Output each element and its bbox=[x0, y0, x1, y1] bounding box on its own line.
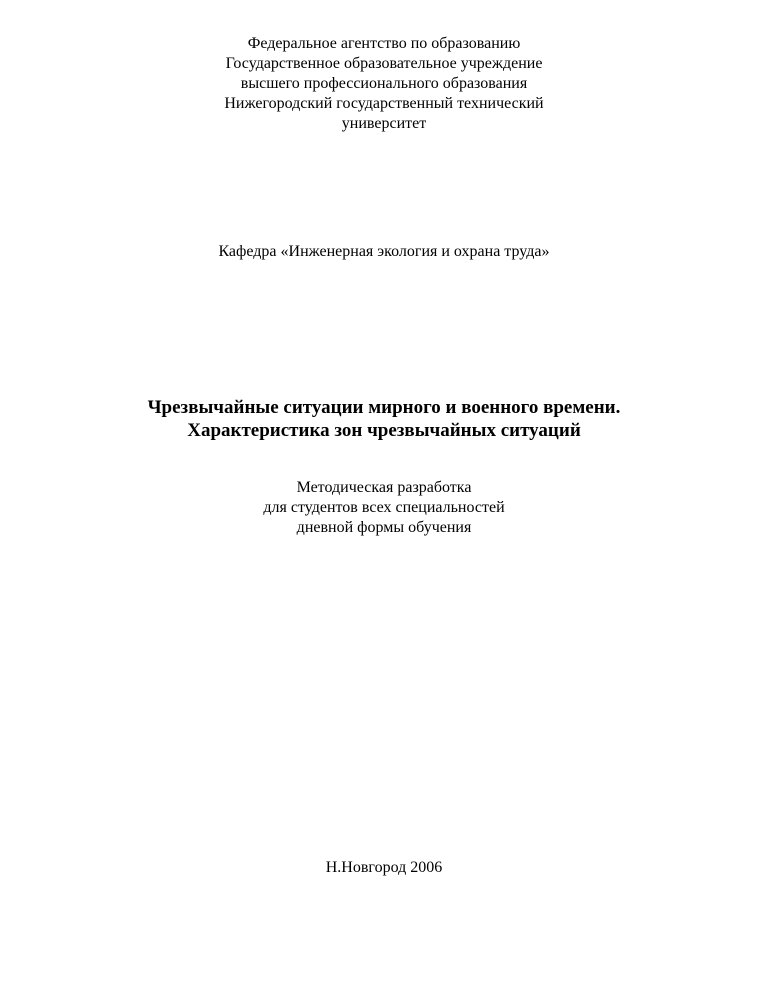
department-name bbox=[0, 242, 768, 262]
title-line: Чрезвычайные ситуации мирного и военного времени. bbox=[147, 397, 621, 418]
subtitle-line: дневной формы обучения bbox=[296, 519, 472, 536]
institution-line: Нижегородский государственный технический bbox=[224, 95, 544, 112]
institution-line: Федеральное агентство по образованию bbox=[247, 35, 521, 52]
place-year-text: Н.Новгород 2006 bbox=[325, 859, 443, 876]
title-line: Характеристика зон чрезвычайных ситуаций bbox=[187, 420, 581, 441]
document-title bbox=[0, 396, 768, 442]
subtitle-line: Методическая разработка bbox=[296, 479, 472, 496]
institution-line: Государственное образовательное учреждение bbox=[225, 55, 543, 72]
department-text: Кафедра «Инженерная экология и охрана труда» bbox=[218, 243, 550, 260]
subtitle-line: для студентов всех специальностей bbox=[263, 499, 505, 516]
institution-line: высшего профессионального образования bbox=[240, 75, 528, 92]
document-subtitle bbox=[0, 478, 768, 538]
institution-header bbox=[0, 34, 768, 134]
institution-line: университет bbox=[341, 115, 427, 132]
place-and-year bbox=[0, 858, 768, 878]
